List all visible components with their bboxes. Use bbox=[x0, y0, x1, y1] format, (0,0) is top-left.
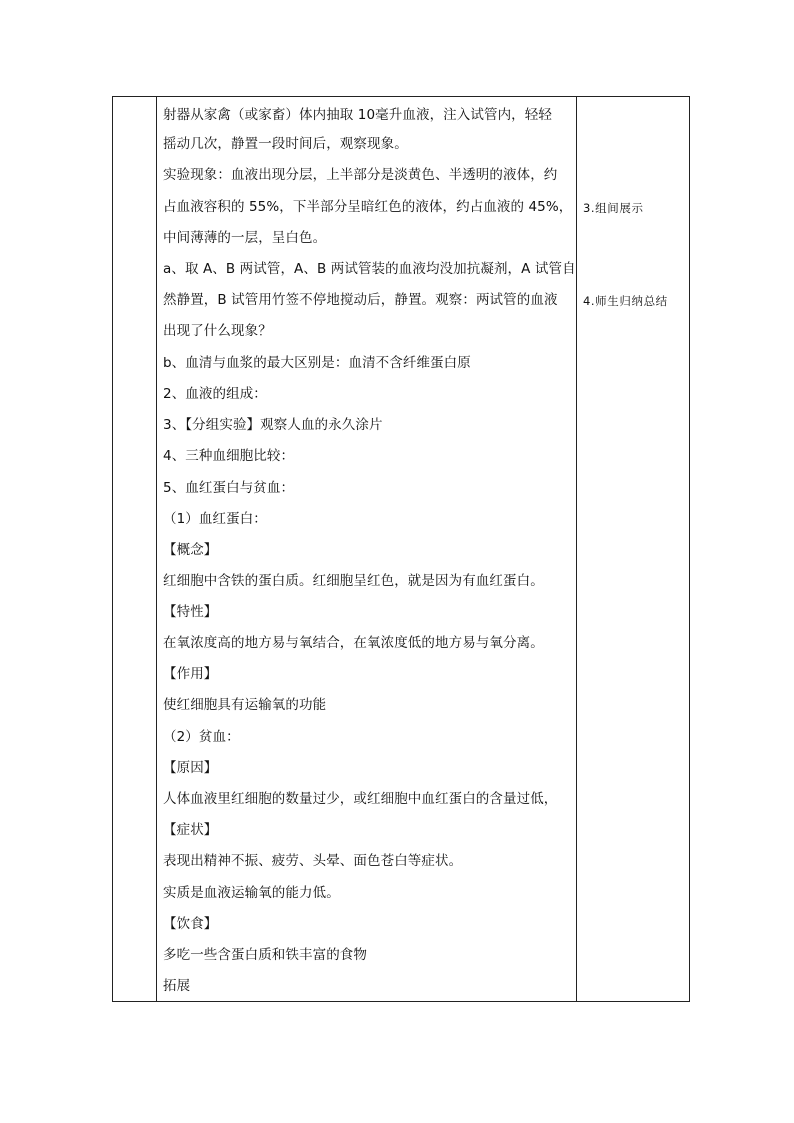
text-line: 拓展 bbox=[163, 978, 191, 994]
text-line: 人体血液里红细胞的数量过少，或红细胞中血红蛋白的含量过低， bbox=[163, 791, 558, 807]
section-heading: 【原因】 bbox=[163, 760, 218, 776]
text-line: 表现出精神不振、疲劳、头晕、面色苍白等症状。 bbox=[163, 853, 463, 869]
activity-item: 3.组间展示 bbox=[583, 201, 644, 215]
text-line: 中间薄薄的一层，呈白色。 bbox=[163, 230, 327, 246]
section-heading: 【特性】 bbox=[163, 604, 218, 620]
table-column-divider bbox=[576, 97, 577, 1001]
text-line: 在氧浓度高的地方易与氧结合，在氧浓度低的地方易与氧分离。 bbox=[163, 635, 544, 651]
text-line: 摇动几次，静置一段时间后，观察现象。 bbox=[163, 136, 408, 152]
text-line: （2）贫血： bbox=[163, 729, 240, 745]
text-line: a、取 A、B 两试管，A、B 两试管装的血液均没加抗凝剂，A 试管自 bbox=[163, 261, 576, 277]
text-line: 出现了什么现象？ bbox=[163, 323, 272, 339]
text-line: （1）血红蛋白： bbox=[163, 511, 267, 527]
text-line: 2、血液的组成： bbox=[163, 386, 267, 402]
text-line: 使红细胞具有运输氧的功能 bbox=[163, 697, 327, 713]
text-line: 射器从家禽（或家畜）体内抽取 10毫升血液，注入试管内，轻轻 bbox=[163, 107, 552, 123]
section-heading: 【症状】 bbox=[163, 822, 218, 838]
text-line: 4、三种血细胞比较： bbox=[163, 448, 295, 464]
text-line: 多吃一些含蛋白质和铁丰富的食物 bbox=[163, 947, 367, 963]
table-column-divider bbox=[156, 97, 157, 1001]
section-heading: 【作用】 bbox=[163, 666, 218, 682]
text-line: 5、血红蛋白与贫血： bbox=[163, 480, 295, 496]
section-heading: 【饮食】 bbox=[163, 916, 218, 932]
text-line: b、血清与血浆的最大区别是：血清不含纤维蛋白原 bbox=[163, 355, 471, 371]
text-line: 占血液容积的 55%，下半部分呈暗红色的液体，约占血液的 45%， bbox=[163, 199, 573, 215]
section-heading: 【概念】 bbox=[163, 542, 218, 558]
text-line: 实验现象：血液出现分层，上半部分是淡黄色、半透明的液体，约 bbox=[163, 167, 558, 183]
text-line: 然静置，B 试管用竹签不停地搅动后，静置。观察：两试管的血液 bbox=[163, 292, 558, 308]
text-line: 红细胞中含铁的蛋白质。红细胞呈红色，就是因为有血红蛋白。 bbox=[163, 573, 544, 589]
lesson-table bbox=[112, 96, 690, 1002]
text-line: 3、【分组实验】观察人血的永久涂片 bbox=[163, 417, 383, 433]
activity-item: 4.师生归纳总结 bbox=[583, 294, 668, 308]
text-line: 实质是血液运输氧的能力低。 bbox=[163, 885, 340, 901]
